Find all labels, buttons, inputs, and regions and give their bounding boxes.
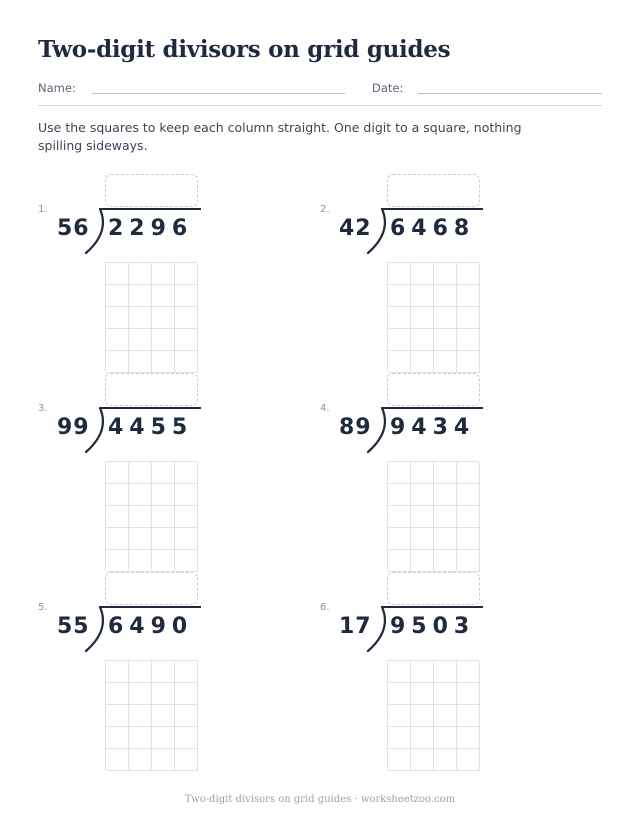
division-bracket [84, 606, 104, 652]
division-bar [382, 208, 483, 210]
division-bar [382, 407, 483, 409]
work-grid[interactable] [105, 262, 197, 372]
division-bar [100, 407, 201, 409]
answer-box[interactable] [387, 373, 480, 406]
problem-6 [320, 572, 560, 772]
problem-3 [38, 373, 278, 573]
division-bar [382, 606, 483, 608]
page-title: Two-digit divisors on grid guides [38, 36, 451, 63]
division-bar [100, 606, 201, 608]
division-bar [100, 208, 201, 210]
date-field-line[interactable] [418, 93, 602, 94]
work-grid[interactable] [387, 262, 479, 372]
name-label: Name: [38, 81, 76, 95]
divisor: 89 [339, 415, 372, 440]
work-grid[interactable] [387, 660, 479, 770]
problem-5 [38, 572, 278, 772]
answer-box[interactable] [105, 174, 198, 207]
dividend: 2296 [108, 216, 194, 241]
division-bracket [84, 208, 104, 254]
division-bracket [84, 407, 104, 453]
page-footer: Two-digit divisors on grid guides · worksheetzoo.com [184, 794, 456, 805]
answer-box[interactable] [105, 572, 198, 605]
problem-2 [320, 174, 560, 374]
division-bracket [366, 407, 386, 453]
name-field-line[interactable] [92, 93, 345, 94]
problem-number: 4. [320, 403, 330, 414]
divisor: 42 [339, 216, 372, 241]
divisor: 99 [57, 415, 90, 440]
work-grid[interactable] [105, 660, 197, 770]
dividend: 6490 [108, 614, 194, 639]
division-bracket [366, 606, 386, 652]
date-label: Date: [372, 81, 404, 95]
problem-number: 1. [38, 204, 48, 215]
divisor: 55 [57, 614, 90, 639]
dividend: 9434 [390, 415, 476, 440]
dividend: 4455 [108, 415, 194, 440]
problem-4 [320, 373, 560, 573]
problem-number: 6. [320, 602, 330, 613]
dividend: 9503 [390, 614, 476, 639]
problem-1 [38, 174, 278, 374]
problem-number: 3. [38, 403, 48, 414]
divisor: 56 [57, 216, 90, 241]
answer-box[interactable] [387, 572, 480, 605]
problem-number: 2. [320, 204, 330, 215]
header-divider [38, 105, 602, 106]
answer-box[interactable] [105, 373, 198, 406]
work-grid[interactable] [387, 461, 479, 571]
division-bracket [366, 208, 386, 254]
problem-number: 5. [38, 602, 48, 613]
divisor: 17 [339, 614, 372, 639]
dividend: 6468 [390, 216, 476, 241]
answer-box[interactable] [387, 174, 480, 207]
instructions: Use the squares to keep each column straight. One digit to a square, nothing spilling sideways. [38, 120, 522, 153]
work-grid[interactable] [105, 461, 197, 571]
